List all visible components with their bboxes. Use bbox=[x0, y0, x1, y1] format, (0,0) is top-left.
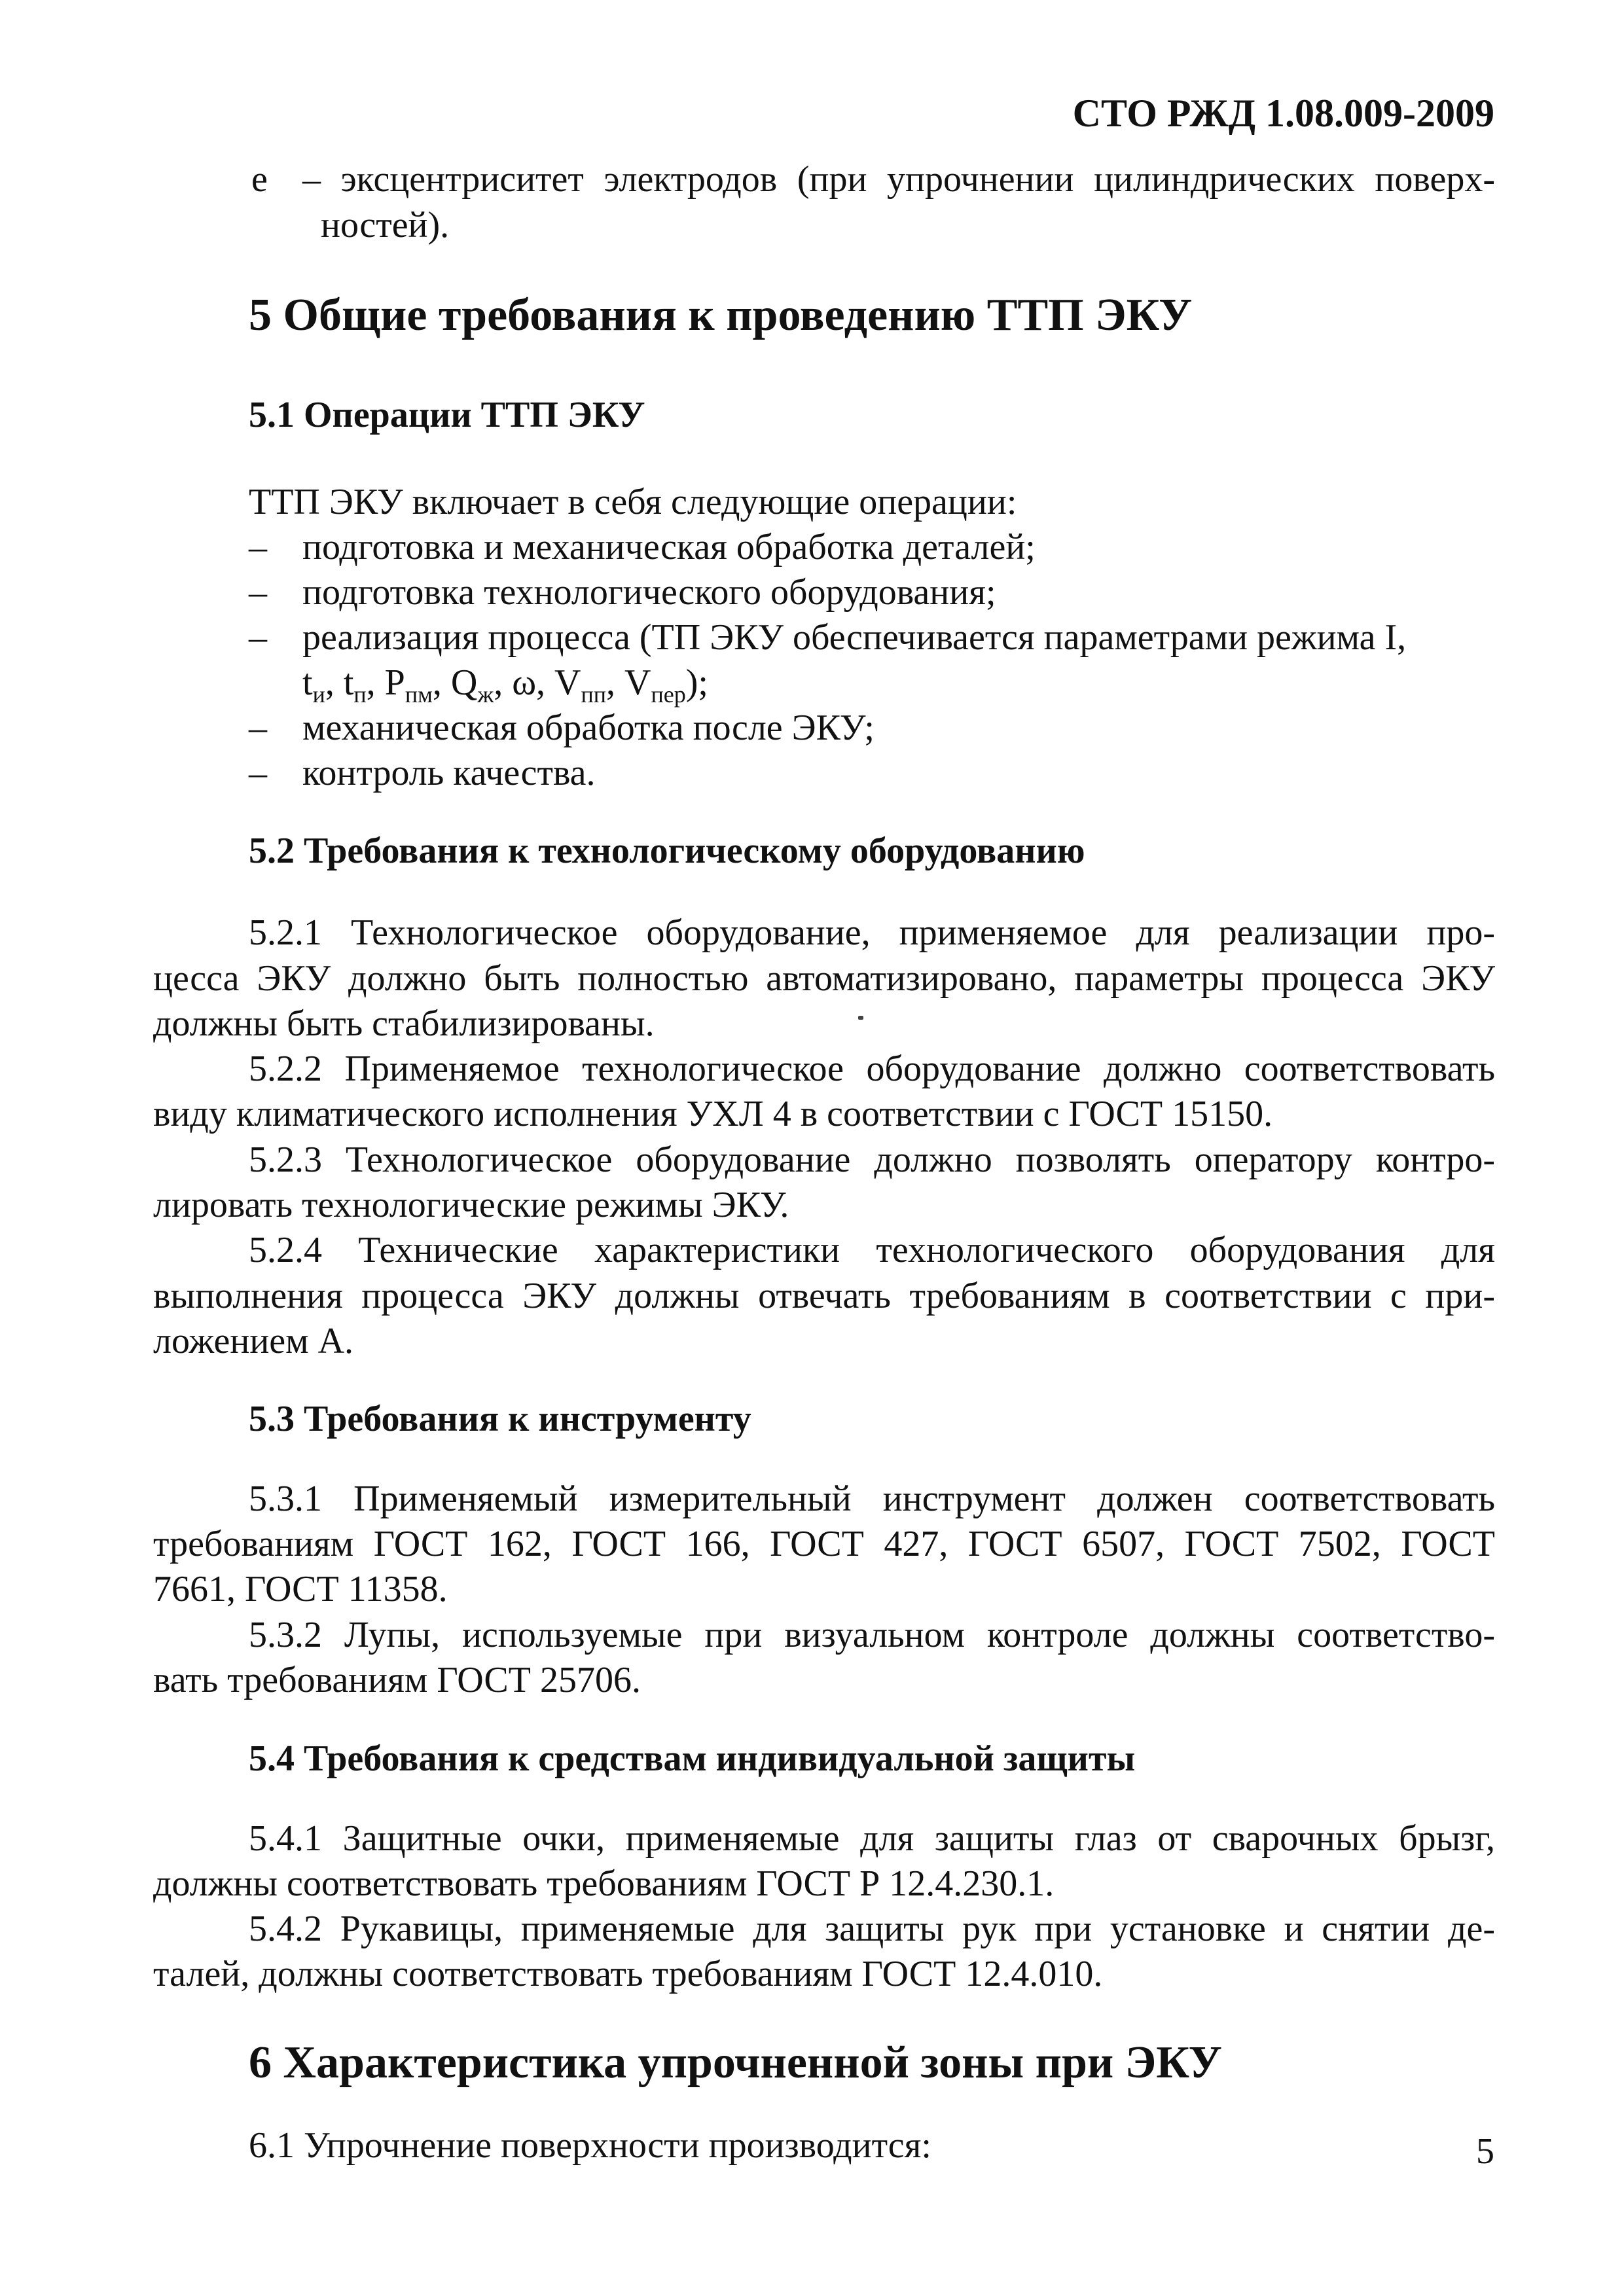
paragraph-line: должны соответствовать требованиям ГОСТ Р 12.4.230.1. bbox=[153, 1863, 1055, 1904]
section-5-2-heading: 5.2 Требования к технологическому оборудованию bbox=[249, 831, 1085, 871]
paragraph-line: 5.2.4 Технические характеристики технологического оборудования для bbox=[249, 1230, 1495, 1270]
paragraph-line: талей, должны соответствовать требованиям ГОСТ 12.4.010. bbox=[153, 1954, 1103, 1994]
paragraph-line: выполнения процесса ЭКУ должны отвечать требованиям в соответствии с при- bbox=[153, 1276, 1495, 1316]
list-item: – механическая обработка после ЭКУ; bbox=[249, 708, 875, 748]
paragraph-line: 5.4.1 Защитные очки, применяемые для защиты глаз от сварочных брызг, bbox=[249, 1818, 1495, 1859]
section-5-1-heading: 5.1 Операции ТТП ЭКУ bbox=[249, 395, 645, 435]
paragraph-line: 5.3.1 Применяемый измерительный инструмент должен соответствовать bbox=[249, 1479, 1495, 1519]
section-5-3-heading: 5.3 Требования к инструменту bbox=[249, 1399, 751, 1439]
paragraph-line: виду климатического исполнения УХЛ 4 в соответствии с ГОСТ 15150. bbox=[153, 1094, 1273, 1134]
section-6-heading: 6 Характеристика упрочненной зоны при ЭКУ bbox=[249, 2037, 1222, 2088]
section-5-1-lead: ТТП ЭКУ включает в себя следующие операции: bbox=[249, 482, 1017, 522]
paragraph-line: 5.2.2 Применяемое технологическое оборудование должно соответствовать bbox=[249, 1049, 1495, 1089]
paragraph-line: вать требованиям ГОСТ 25706. bbox=[153, 1660, 641, 1700]
mode-parameters-line: $t_и$, $t_п$, $P_{пм}$, $Q_ж$, ω, $V_{пп}$, $V_{пер}$); bbox=[302, 662, 708, 708]
paragraph-line: требованиям ГОСТ 162, ГОСТ 166, ГОСТ 427, ГОСТ 6507, ГОСТ 7502, ГОСТ bbox=[153, 1524, 1495, 1564]
intro-line-2: ностей). bbox=[321, 205, 450, 245]
scan-speck bbox=[858, 1016, 863, 1020]
paragraph-line: 5.4.2 Рукавицы, применяемые для защиты рук при установке и снятии де- bbox=[249, 1909, 1495, 1949]
paragraph-line: 7661, ГОСТ 11358. bbox=[153, 1569, 448, 1609]
paragraph-line: 5.3.2 Лупы, используемые при визуальном контроле должны соответство- bbox=[249, 1615, 1495, 1655]
intro-symbol: e bbox=[251, 159, 268, 200]
paragraph-line: 5.2.3 Технологическое оборудование должно позволять оператору контро- bbox=[249, 1139, 1495, 1180]
section-5-4-heading: 5.4 Требования к средствам индивидуальной защиты bbox=[249, 1738, 1136, 1779]
paragraph-line: лировать технологические режимы ЭКУ. bbox=[153, 1185, 789, 1225]
section-5-heading: 5 Общие требования к проведению ТТП ЭКУ bbox=[249, 290, 1193, 340]
list-item: – подготовка и механическая обработка деталей; bbox=[249, 527, 1036, 567]
paragraph-line: цесса ЭКУ должно быть полностью автоматизировано, параметры процесса ЭКУ bbox=[153, 958, 1495, 999]
section-6-1-paragraph: 6.1 Упрочнение поверхности производится: bbox=[249, 2125, 931, 2166]
intro-line-1: – эксцентриситет электродов (при упрочнении цилиндрических поверх- bbox=[302, 159, 1495, 200]
list-item: – реализация процесса (ТП ЭКУ обеспечивается параметрами режима I, bbox=[249, 617, 1407, 658]
list-item: – подготовка технологического оборудования; bbox=[249, 572, 996, 613]
paragraph-line: 5.2.1 Технологическое оборудование, применяемое для реализации про- bbox=[249, 912, 1495, 953]
list-item: – контроль качества. bbox=[249, 753, 596, 793]
paragraph-line: должны быть стабилизированы. bbox=[153, 1003, 655, 1044]
document-code-header: СТО РЖД 1.08.009-2009 bbox=[1072, 92, 1494, 135]
page-number: 5 bbox=[1476, 2131, 1494, 2172]
paragraph-line: ложением А. bbox=[153, 1321, 354, 1361]
